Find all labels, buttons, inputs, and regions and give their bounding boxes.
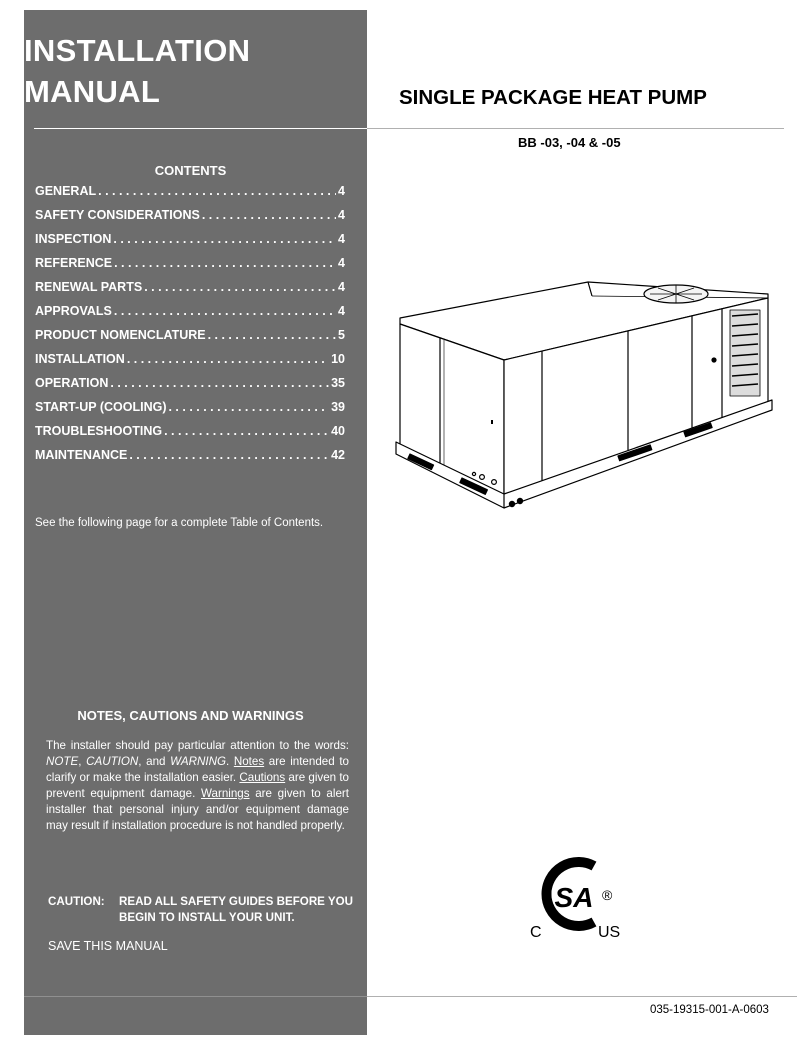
caution-text: READ ALL SAFETY GUIDES BEFORE YOU BEGIN TO INSTALL YOUR UNIT. bbox=[119, 895, 354, 924]
heat-pump-unit-illustration bbox=[392, 272, 780, 520]
toc-page: 4 bbox=[338, 280, 345, 294]
save-manual-note: SAVE THIS MANUAL bbox=[48, 939, 168, 953]
model-numbers: BB -03, -04 & -05 bbox=[518, 135, 621, 150]
toc-leader-dots bbox=[129, 448, 329, 462]
toc-label: PRODUCT NOMENCLATURE bbox=[35, 328, 206, 342]
cautions-term: Cautions bbox=[239, 771, 286, 784]
toc-page: 35 bbox=[331, 376, 345, 390]
table-of-contents bbox=[35, 184, 345, 472]
toc-item-installation[interactable] bbox=[35, 352, 345, 376]
toc-label: INSTALLATION bbox=[35, 352, 125, 366]
contents-heading: CONTENTS bbox=[154, 163, 227, 178]
toc-leader-dots bbox=[164, 424, 329, 438]
header-divider bbox=[367, 128, 784, 129]
toc-item-maintenance[interactable] bbox=[35, 448, 345, 472]
toc-leader-dots bbox=[98, 184, 336, 198]
toc-page: 4 bbox=[338, 208, 345, 222]
caution-word: CAUTION bbox=[86, 755, 139, 768]
toc-page: 4 bbox=[338, 232, 345, 246]
toc-item-approvals[interactable] bbox=[35, 304, 345, 328]
toc-leader-dots bbox=[114, 304, 336, 318]
warnings-term: Warnings bbox=[201, 787, 250, 800]
toc-item-troubleshooting[interactable] bbox=[35, 424, 345, 448]
warning-word: WARNING bbox=[170, 755, 226, 768]
toc-item-reference[interactable] bbox=[35, 256, 345, 280]
toc-label: SAFETY CONSIDERATIONS bbox=[35, 208, 200, 222]
toc-label: OPERATION bbox=[35, 376, 109, 390]
toc-page: 40 bbox=[331, 424, 345, 438]
csa-c-letter: C bbox=[530, 924, 542, 941]
toc-leader-dots bbox=[127, 352, 329, 366]
toc-page: 42 bbox=[331, 448, 345, 462]
registered-mark: ® bbox=[602, 887, 613, 903]
toc-item-general[interactable] bbox=[35, 184, 345, 208]
toc-label: MAINTENANCE bbox=[35, 448, 128, 462]
product-title: SINGLE PACKAGE HEAT PUMP bbox=[399, 86, 707, 109]
notes-paragraph bbox=[46, 738, 349, 834]
notes-text: are given to prevent equipment damage. bbox=[46, 771, 349, 800]
toc-leader-dots bbox=[113, 232, 336, 246]
toc-page: 10 bbox=[331, 352, 345, 366]
toc-page: 4 bbox=[338, 304, 345, 318]
caution-block bbox=[48, 894, 363, 926]
toc-label: RENEWAL PARTS bbox=[35, 280, 143, 294]
toc-page: 39 bbox=[331, 400, 345, 414]
footer-divider bbox=[367, 996, 797, 997]
toc-label: START-UP (COOLING) bbox=[35, 400, 167, 414]
toc-label: APPROVALS bbox=[35, 304, 112, 318]
notes-text: are intended to clarify or make the installation easier. bbox=[46, 755, 349, 784]
toc-leader-dots bbox=[202, 208, 336, 222]
toc-label: REFERENCE bbox=[35, 256, 113, 270]
toc-leader-dots bbox=[144, 280, 336, 294]
note-word: NOTE bbox=[46, 755, 79, 768]
toc-item-inspection[interactable] bbox=[35, 232, 345, 256]
notes-text: , bbox=[78, 755, 87, 768]
toc-page: 4 bbox=[338, 256, 345, 270]
manual-title-line1: INSTALLATION bbox=[24, 33, 251, 68]
toc-leader-dots bbox=[110, 376, 329, 390]
notes-term: Notes bbox=[233, 755, 265, 768]
manual-title-line2: MANUAL bbox=[24, 74, 161, 109]
notes-heading: NOTES, CAUTIONS AND WARNINGS bbox=[77, 708, 304, 723]
notes-text: , and bbox=[138, 755, 171, 768]
toc-leader-dots bbox=[114, 256, 336, 270]
caution-label: CAUTION: bbox=[48, 895, 105, 908]
title-divider bbox=[34, 128, 367, 129]
toc-item-safety-considerations[interactable] bbox=[35, 208, 345, 232]
document-number: 035-19315-001-A-0603 bbox=[650, 1004, 769, 1016]
notes-text: are given to alert installer that personal injury and/or equipment damage may result if installation procedure is not handled properly. bbox=[46, 787, 349, 832]
see-following-note: See the following page for a complete Table of Contents. bbox=[35, 517, 324, 529]
toc-item-operation[interactable] bbox=[35, 376, 345, 400]
toc-item-renewal-parts[interactable] bbox=[35, 280, 345, 304]
toc-page: 4 bbox=[338, 184, 345, 198]
toc-leader-dots bbox=[168, 400, 329, 414]
toc-page: 5 bbox=[338, 328, 345, 342]
sidebar-footer-divider bbox=[24, 996, 367, 997]
toc-label: TROUBLESHOOTING bbox=[35, 424, 163, 438]
toc-label: GENERAL bbox=[35, 184, 97, 198]
manual-title bbox=[24, 30, 250, 112]
csa-mark-text: SA bbox=[554, 882, 594, 913]
toc-item-product-nomenclature[interactable] bbox=[35, 328, 345, 352]
toc-item-start-up-cooling[interactable] bbox=[35, 400, 345, 424]
csa-certification-logo bbox=[528, 852, 638, 942]
notes-text: . bbox=[225, 755, 234, 768]
notes-text: The installer should pay particular attention to the words: bbox=[46, 739, 349, 752]
toc-label: INSPECTION bbox=[35, 232, 112, 246]
csa-us-letters: US bbox=[598, 924, 621, 941]
toc-leader-dots bbox=[208, 328, 336, 342]
